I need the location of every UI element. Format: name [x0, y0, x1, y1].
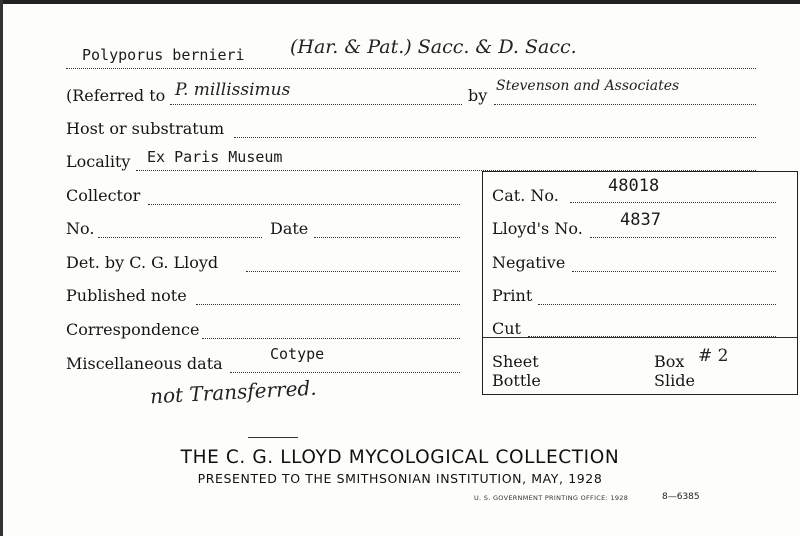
- form-number: 8—6385: [662, 492, 700, 502]
- misc-value: Cotype: [270, 345, 325, 363]
- scan-edge-top: [0, 0, 800, 4]
- locality-label: Locality: [66, 152, 131, 171]
- misc-line: [230, 372, 460, 373]
- printing-imprint: U. S. GOVERNMENT PRINTING OFFICE: 1928: [474, 494, 629, 502]
- cat-label: Cat. No.: [492, 186, 559, 205]
- cat-value: 48018: [608, 176, 660, 196]
- referred-value-handwritten: P. millissimus: [175, 80, 291, 100]
- det-line: [246, 271, 460, 272]
- cut-line: [528, 336, 776, 337]
- footer-title: THE C. G. LLOYD MYCOLOGICAL COLLECTION: [180, 447, 620, 468]
- print-label: Print: [492, 286, 533, 305]
- published-line: [196, 304, 460, 305]
- no-line: [98, 237, 262, 238]
- sheet-label: Sheet: [492, 352, 539, 371]
- correspondence-line: [202, 338, 460, 339]
- by-value-handwritten: Stevenson and Associates: [496, 78, 680, 94]
- host-label: Host or substratum: [66, 119, 225, 138]
- date-line: [314, 237, 460, 238]
- slide-label: Slide: [654, 371, 695, 390]
- collector-line: [148, 204, 460, 205]
- negative-line: [572, 271, 776, 272]
- print-line: [538, 304, 776, 305]
- species-name: Polyporus bernieri: [82, 46, 245, 64]
- by-line: [494, 104, 756, 105]
- lloyd-line: [590, 237, 776, 238]
- collector-label: Collector: [66, 186, 141, 205]
- det-label: Det. by C. G. Lloyd: [66, 253, 219, 272]
- no-label: No.: [66, 219, 95, 238]
- lloyd-value: 4837: [620, 210, 661, 230]
- misc-label: Miscellaneous data: [66, 354, 223, 373]
- bottle-label: Bottle: [492, 371, 541, 390]
- cat-line: [570, 202, 776, 203]
- date-label: Date: [270, 219, 309, 238]
- referred-label: (Referred to: [66, 86, 166, 105]
- host-line: [234, 137, 756, 138]
- species-line: [66, 68, 756, 69]
- box-value-handwritten: # 2: [698, 346, 729, 366]
- referred-line: [170, 104, 462, 105]
- footer-subtitle: PRESENTED TO THE SMITHSONIAN INSTITUTION, MAY, 1928: [197, 471, 603, 486]
- species-authority-handwritten: (Har. & Pat.) Sacc. & D. Sacc.: [290, 36, 577, 58]
- box-divider: [483, 337, 797, 338]
- locality-value: Ex Paris Museum: [147, 148, 283, 166]
- by-label: by: [468, 86, 488, 105]
- handwritten-note: not Transferred.: [149, 375, 318, 409]
- published-label: Published note: [66, 286, 187, 305]
- cut-label: Cut: [492, 319, 521, 338]
- negative-label: Negative: [492, 253, 566, 272]
- correspondence-label: Correspondence: [66, 320, 200, 339]
- lloyd-label: Lloyd's No.: [492, 219, 583, 238]
- footer-rule: [248, 437, 298, 438]
- box-label: Box: [654, 352, 685, 371]
